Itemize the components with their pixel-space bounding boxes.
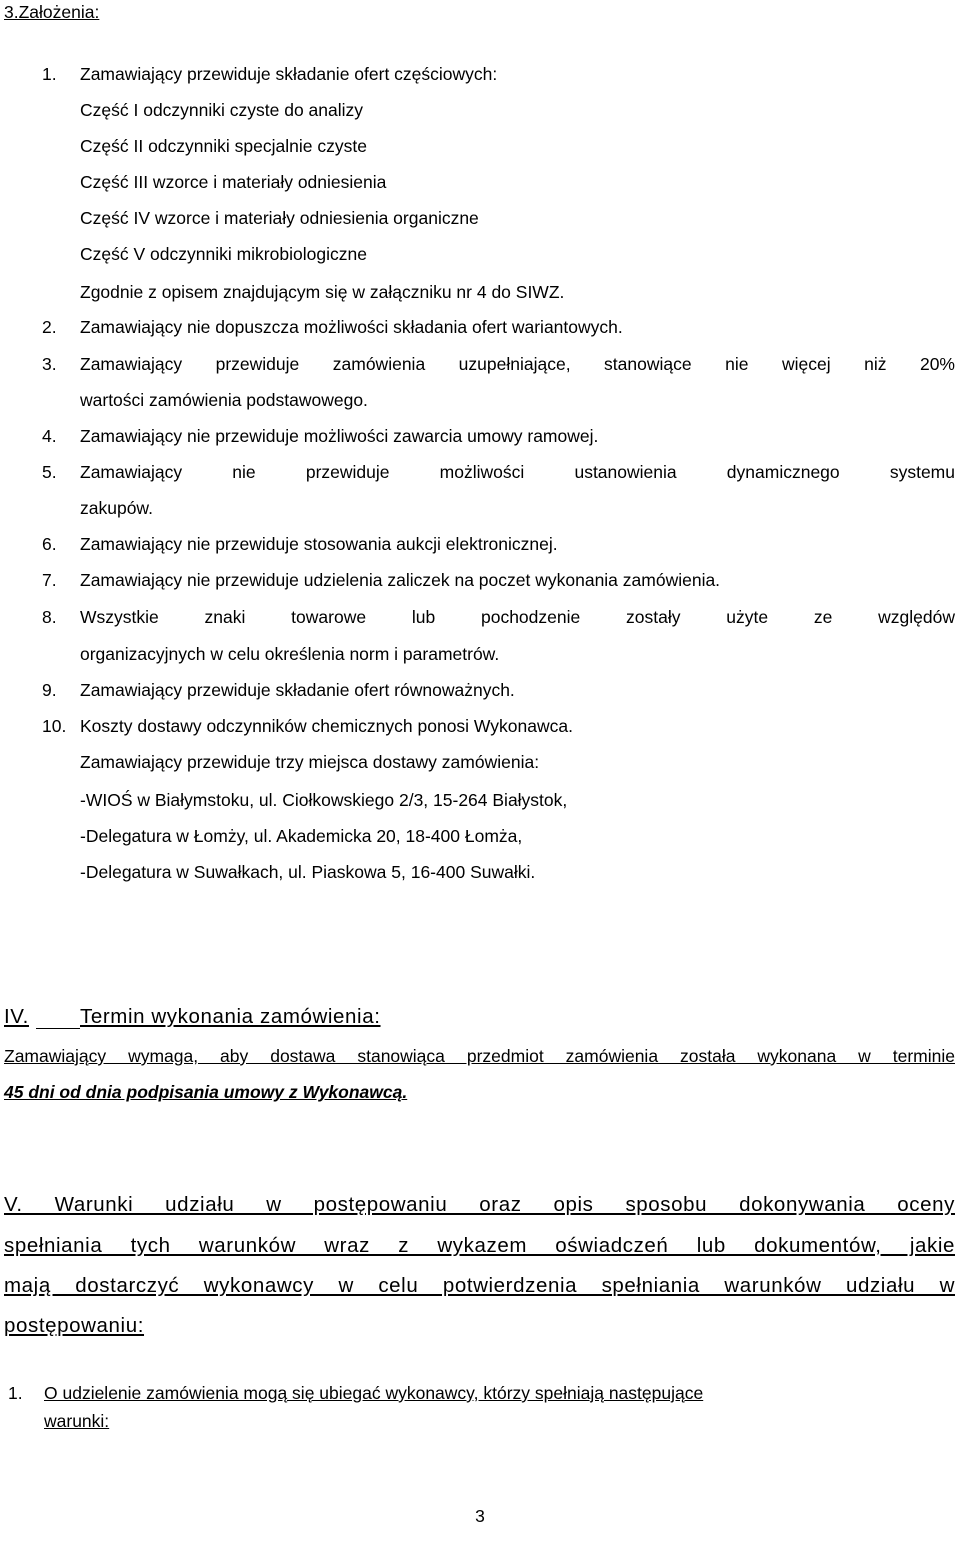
section-iv-text: Zamawiający wymaga, aby dostawa stanowiąca przedmiot zamówienia została wykonana w terminie (4, 1046, 955, 1066)
list-number: 6. (42, 534, 57, 554)
subitem-number: 1. (8, 1383, 23, 1403)
list-item: zakupów. (80, 498, 153, 518)
list-item: Część III wzorce i materiały odniesienia (80, 172, 387, 192)
list-item: Część V odczynniki mikrobiologiczne (80, 244, 367, 264)
list-number: 3. (42, 354, 57, 374)
section-iv-gap (36, 1028, 80, 1029)
section-iv-number: IV. (4, 1005, 29, 1028)
section-v-title-line: V. Warunki udziału w postępowaniu oraz opis sposobu dokonywania oceny (4, 1193, 955, 1216)
list-item: Część IV wzorce i materiały odniesienia organiczne (80, 208, 479, 228)
section-iv-deadline: 45 dni od dnia podpisania umowy z Wykonawcą. (4, 1082, 408, 1102)
list-item: Zamawiający przewiduje składanie ofert częściowych: (80, 64, 498, 84)
list-item: Zamawiający nie dopuszcza możliwości składania ofert wariantowych. (80, 317, 623, 337)
list-number: 4. (42, 426, 57, 446)
list-number: 7. (42, 570, 57, 590)
section-iv-title: Termin wykonania zamówienia: (80, 1005, 381, 1028)
list-item: -Delegatura w Łomży, ul. Akademicka 20, 18-400 Łomża, (80, 826, 523, 846)
section-v-title-line: spełniania tych warunków wraz z wykazem oświadczeń lub dokumentów, jakie (4, 1234, 955, 1257)
list-number: 9. (42, 680, 57, 700)
list-number: 10. (42, 716, 67, 736)
list-number: 2. (42, 317, 57, 337)
subitem-text: O udzielenie zamówienia mogą się ubiegać wykonawcy, którzy spełniają następujące (44, 1383, 704, 1403)
list-item: Wszystkie znaki towarowe lub pochodzenie zostały użyte ze względów (80, 607, 955, 627)
list-number: 1. (42, 64, 57, 84)
list-item: Zamawiający nie przewiduje możliwości ustanowienia dynamicznego systemu (80, 462, 955, 482)
list-item: Zamawiający przewiduje zamówienia uzupełniające, stanowiące nie więcej niż 20% (80, 354, 955, 374)
section-header: 3.Założenia: (4, 2, 100, 22)
subitem-text: warunki: (44, 1411, 110, 1431)
list-item: Zamawiający nie przewiduje możliwości zawarcia umowy ramowej. (80, 426, 599, 446)
list-item: Zamawiający przewiduje składanie ofert równoważnych. (80, 680, 515, 700)
page-number: 3 (475, 1506, 485, 1526)
list-item: Zamawiający nie przewiduje udzielenia zaliczek na poczet wykonania zamówienia. (80, 570, 721, 590)
list-item: Część II odczynniki specjalnie czyste (80, 136, 367, 156)
list-number: 8. (42, 607, 57, 627)
list-item: Zgodnie z opisem znajdującym się w załączniku nr 4 do SIWZ. (80, 282, 565, 302)
section-v-title-line: postępowaniu: (4, 1314, 145, 1337)
list-item: Zamawiający przewiduje trzy miejsca dostawy zamówienia: (80, 752, 540, 772)
list-item: wartości zamówienia podstawowego. (80, 390, 368, 410)
list-item: Część I odczynniki czyste do analizy (80, 100, 364, 120)
section-v-title-line: mają dostarczyć wykonawcy w celu potwierdzenia spełniania warunków udziału w (4, 1274, 955, 1297)
list-item: Koszty dostawy odczynników chemicznych ponosi Wykonawca. (80, 716, 573, 736)
list-item: -Delegatura w Suwałkach, ul. Piaskowa 5, 16-400 Suwałki. (80, 862, 536, 882)
list-item: Zamawiający nie przewiduje stosowania aukcji elektronicznej. (80, 534, 558, 554)
list-number: 5. (42, 462, 57, 482)
list-item: -WIOŚ w Białymstoku, ul. Ciołkowskiego 2/3, 15-264 Białystok, (80, 790, 568, 810)
list-item: organizacyjnych w celu określenia norm i parametrów. (80, 644, 500, 664)
